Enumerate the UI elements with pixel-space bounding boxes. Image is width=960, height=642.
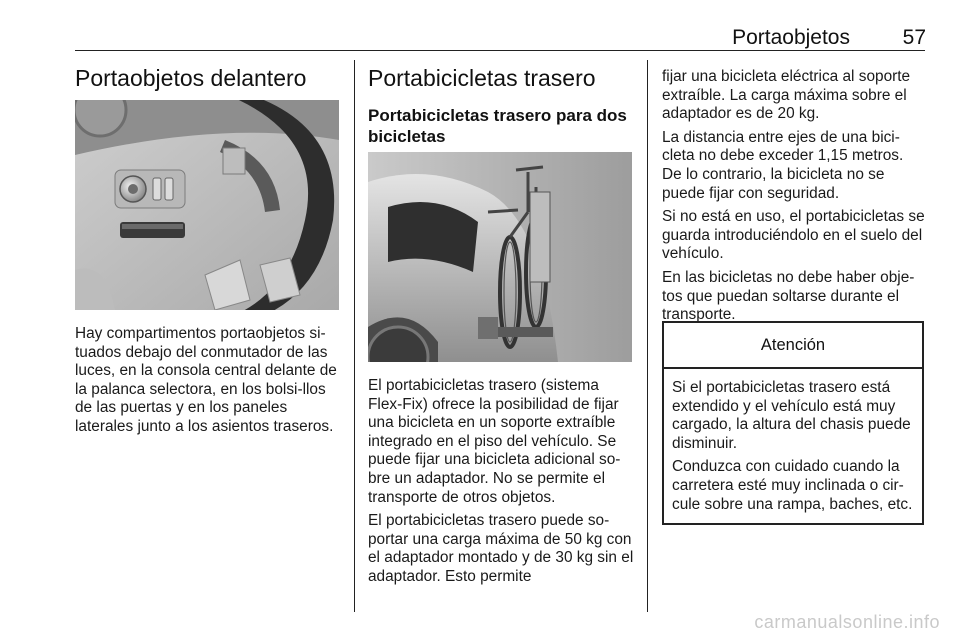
header-rule <box>75 50 925 51</box>
right-column-text <box>662 68 926 330</box>
paragraph: El portabicicletas trasero (sistema Flex-Fix) ofrece la posibilidad de fijar una bicicleta en un soporte extraíble integrado en el piso del vehículo. Se puede fijar una bicicleta adicional so-bre un adaptador. No se permite el transporte de otros objetos. <box>368 377 621 506</box>
attention-body <box>664 369 922 514</box>
paragraph: La distancia entre ejes de una bici-cleta no debe exceder 1,15 metros. De lo contrario, la bicicleta no se puede fijar con seguridad. <box>662 128 904 202</box>
paragraph: Si no está en uso, el portabicicletas se guarda introduciéndolo en el suelo del vehículo. <box>662 208 925 263</box>
paragraph: Hay compartimentos portaobjetos si-tuados debajo del conmutador de las luces, en la consola central delante de la palanca selectora, en los bolsi-llos de las puertas y en los paneles laterales junto a los asientos traseros. <box>75 325 337 435</box>
page-number: 57 <box>902 26 926 49</box>
bike-carrier-illustration <box>368 152 632 362</box>
bike-carrier-photo <box>368 152 632 362</box>
attention-box <box>662 321 924 525</box>
column-divider-2 <box>647 60 648 612</box>
dashboard-illustration <box>75 100 339 310</box>
section-heading-front-storage: Portaobjetos delantero <box>75 65 307 91</box>
paragraph: El portabicicletas trasero puede so-portar una carga máxima de 50 kg con el adaptador montado y de 30 kg sin el adaptador. Esto permite <box>368 512 634 585</box>
middle-column-text <box>368 377 636 592</box>
paragraph: fijar una bicicleta eléctrica al soporte extraíble. La carga máxima sobre el adaptador es de 20 kg. <box>662 68 911 123</box>
paragraph: En las bicicletas no debe haber obje-tos que puedan soltarse durante el transporte. <box>662 268 915 324</box>
front-storage-paragraph <box>75 325 343 442</box>
column-divider-1 <box>354 60 355 612</box>
subheading-two-bikes: Portabicicletas trasero para dos bicicletas <box>368 106 627 146</box>
attention-paragraph: Conduzca con cuidado cuando la carretera esté muy inclinada o cir-cule sobre una rampa, baches, etc. <box>672 458 913 513</box>
running-header-title: Portaobjetos <box>732 26 850 49</box>
attention-paragraph: Si el portabicicletas trasero está extendido y el vehículo está muy cargado, la altura del chasis puede disminuir. <box>672 379 911 452</box>
section-heading-rear-bike-carrier: Portabicicletas trasero <box>368 65 596 91</box>
dashboard-storage-photo <box>75 100 339 310</box>
attention-title: Atención <box>664 323 922 369</box>
watermark: carmanualsonline.info <box>754 612 940 632</box>
